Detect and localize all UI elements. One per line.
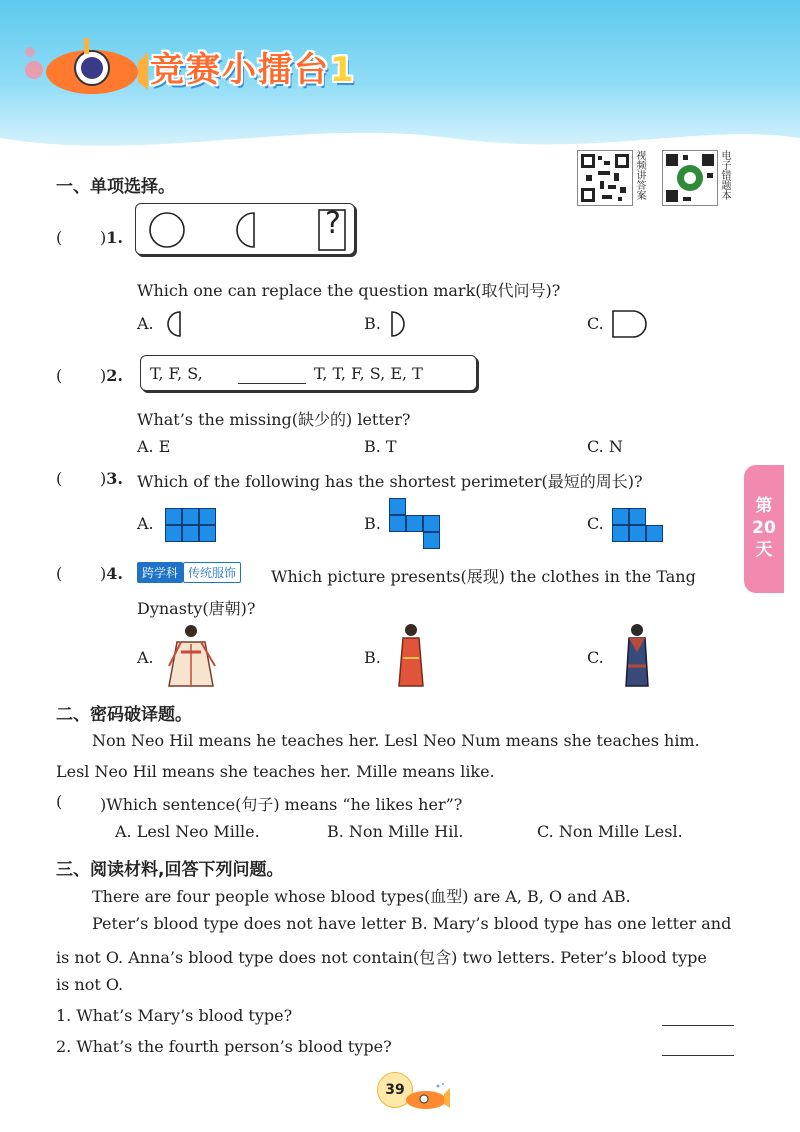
q3-shape-c	[612, 508, 664, 542]
section1-title: 一、单项选择。	[56, 177, 175, 197]
q4-number: 4.	[106, 564, 123, 583]
answer-paren[interactable]: (	[56, 792, 63, 811]
section3-line2: Peter’s blood type does not have letter B. Mary’s blood type has one letter and	[92, 914, 732, 933]
section3-q1: 1. What’s Mary’s blood type?	[56, 1006, 293, 1025]
tag-traditional-clothing: 传统服饰	[183, 562, 241, 583]
section3-line3: is not O. Anna’s blood type does not contain(包含) two letters. Peter’s blood type	[56, 948, 707, 967]
section2-para1: Non Neo Hil means he teaches her. Lesl Neo Num means she teaches him.	[92, 731, 700, 750]
q4-question: Which picture presents(展现) the clothes in the Tang	[271, 567, 696, 586]
qr-code-icon[interactable]	[577, 150, 633, 206]
section2-option-c[interactable]: C. Non Mille Lesl.	[537, 822, 683, 841]
dark-robe-figure-icon	[622, 622, 652, 688]
q4-option-a[interactable]: A.	[137, 648, 154, 667]
q3-shape-a	[165, 508, 217, 542]
circle-shape	[150, 213, 184, 247]
q1-number: 1.	[106, 228, 123, 247]
answer-paren[interactable]: (	[56, 564, 63, 583]
page-number: 39	[377, 1072, 413, 1108]
tag-interdisciplinary: 跨学科	[137, 562, 183, 583]
tang-dress-figure-icon	[163, 622, 219, 688]
option-b-shape-icon	[388, 310, 408, 338]
question-mark: ?	[325, 206, 341, 241]
q3-option-b[interactable]: B.	[364, 514, 381, 533]
page-title: 竞赛小擂台1	[150, 50, 356, 90]
q2-question: What’s the missing(缺少的) letter?	[137, 410, 411, 429]
option-a-shape-icon	[165, 310, 185, 338]
q1-option-a[interactable]: A.	[137, 314, 154, 333]
section3-line4: is not O.	[56, 975, 124, 994]
qr-code-icon[interactable]	[662, 150, 718, 206]
small-submarine-icon	[398, 1082, 450, 1110]
q2-seq-a: T, F, S,	[150, 364, 203, 383]
section3-title: 三、阅读材料,回答下列问题。	[56, 860, 284, 880]
q2-blank	[238, 382, 306, 384]
q1-option-c[interactable]: C.	[587, 314, 604, 333]
section2-option-a[interactable]: A. Lesl Neo Mille.	[115, 822, 260, 841]
robe-figure-icon	[395, 622, 427, 688]
q2-option-b[interactable]: B. T	[364, 437, 397, 456]
q3-option-a[interactable]: A.	[137, 514, 154, 533]
q4-option-c[interactable]: C.	[587, 648, 604, 667]
section2-option-b[interactable]: B. Non Mille Hil.	[327, 822, 464, 841]
q3-question: Which of the following has the shortest perimeter(最短的周长)?	[137, 472, 643, 491]
half-circle-shape	[237, 213, 254, 247]
q3-option-c[interactable]: C.	[587, 514, 604, 533]
answer-paren[interactable]: (	[56, 366, 63, 385]
option-c-shape-icon	[611, 309, 651, 339]
q3-number: 3.	[106, 469, 123, 488]
section2-question: )Which sentence(句子) means “he likes her”?	[100, 795, 463, 814]
q3-shape-b	[389, 498, 440, 550]
q2-option-a[interactable]: A. E	[137, 437, 171, 456]
qr-label-video: 视频讲答案	[634, 150, 645, 200]
qr-label-errors: 电子错题本	[719, 150, 730, 200]
q1-option-b[interactable]: B.	[364, 314, 381, 333]
answer-paren[interactable]: (	[56, 228, 63, 247]
section2-para2: Lesl Neo Hil means she teaches her. Mille means like.	[56, 762, 495, 781]
answer-blank[interactable]	[662, 1054, 734, 1056]
submarine-icon	[20, 30, 150, 100]
q4-option-b[interactable]: B.	[364, 648, 381, 667]
section3-line1: There are four people whose blood types(血型) are A, B, O and AB.	[92, 887, 631, 906]
q2-option-c[interactable]: C. N	[587, 437, 623, 456]
q4-question-2: Dynasty(唐朝)?	[137, 599, 256, 618]
section2-title: 二、密码破译题。	[56, 705, 192, 725]
answer-blank[interactable]	[662, 1024, 734, 1026]
q2-number: 2.	[106, 366, 123, 385]
q1-question: Which one can replace the question mark(取代问号)?	[137, 281, 561, 300]
answer-paren[interactable]: (	[56, 469, 63, 488]
day-tab: 第 20 天	[744, 465, 784, 593]
q2-seq-b: T, T, F, S, E, T	[314, 364, 423, 383]
section3-q2: 2. What’s the fourth person’s blood type?	[56, 1037, 392, 1056]
